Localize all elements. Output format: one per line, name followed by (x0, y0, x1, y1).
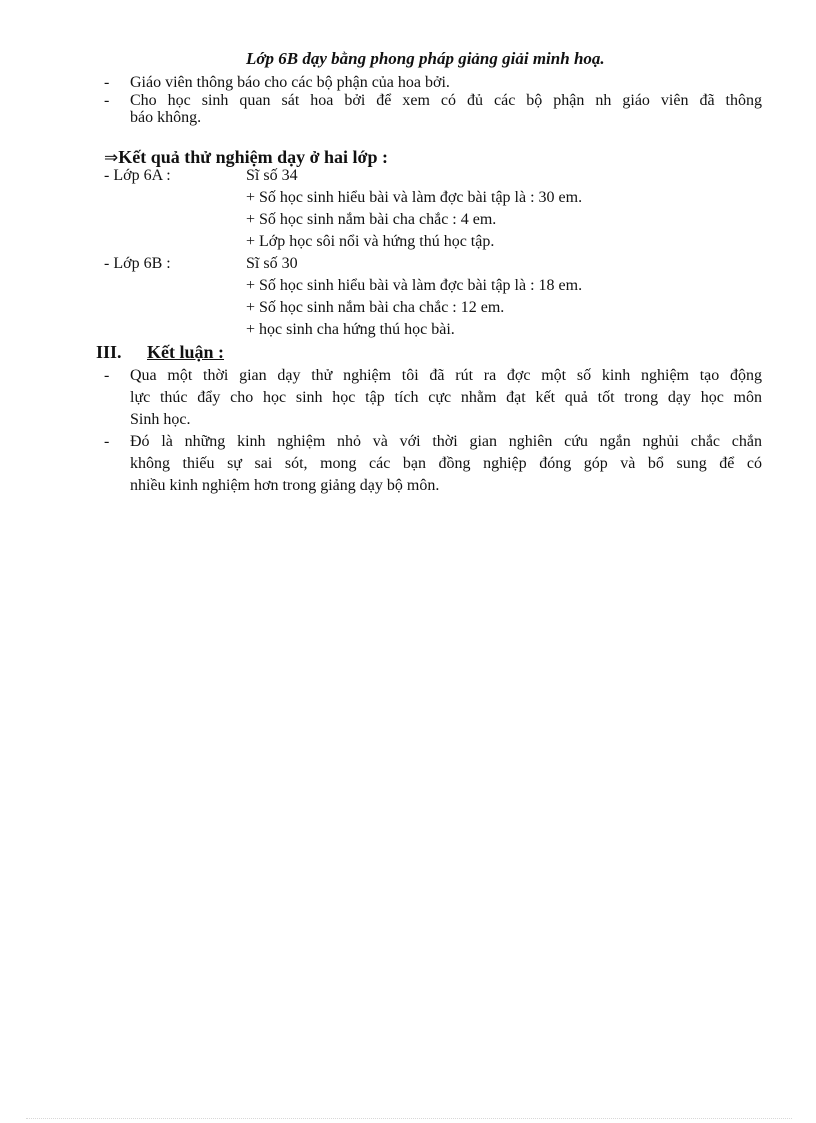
result-item: + Lớp học sôi nổi và hứng thú học tập. (246, 233, 495, 250)
results-heading-row (104, 148, 388, 168)
conclusion-line: nhiều kinh nghiệm hơn trong giảng dạy bộ môn. (130, 477, 440, 494)
method-title: Lớp 6B dạy bằng phong pháp giảng giải minh hoạ. (246, 49, 605, 68)
list-dash: - (104, 92, 110, 109)
method-item: Giáo viên thông báo cho các bộ phận của hoa bởi. (130, 74, 450, 91)
method-item: Cho học sinh quan sát hoa bởi để xem có đủ các bộ phận nh giáo viên đã thông (130, 92, 762, 109)
result-item: + Số học sinh nắm bài cha chắc : 4 em. (246, 211, 497, 228)
result-item: + Số học sinh nắm bài cha chắc : 12 em. (246, 299, 505, 316)
result-item: + Số học sinh hiểu bài và làm đợc bài tập là : 18 em. (246, 277, 583, 294)
conclusion-line: không thiếu sự sai sót, mong các bạn đồng nghiệp đóng góp và bổ sung để có (130, 455, 762, 472)
list-dash: - (104, 367, 110, 384)
result-item: + Số học sinh hiểu bài và làm đợc bài tập là : 30 em. (246, 189, 583, 206)
page-bottom-border (26, 1118, 792, 1119)
class-count: Sĩ số 34 (246, 167, 298, 184)
list-dash: - (104, 433, 110, 450)
class-label: - Lớp 6A : (104, 167, 171, 184)
arrow-right-icon: ⇒ (104, 148, 119, 168)
results-heading: Kết quả thử nghiệm dạy ở hai lớp : (118, 147, 389, 167)
conclusion-heading: Kết luận : (147, 342, 225, 362)
result-item: + học sinh cha hứng thú học bài. (246, 321, 455, 338)
conclusion-line: Đó là những kinh nghiệm nhỏ và với thời gian nghiên cứu ngắn nghủi chắc chắn (130, 433, 762, 450)
class-label: - Lớp 6B : (104, 255, 171, 272)
conclusion-line: Sinh học. (130, 411, 191, 428)
method-item-continuation: báo không. (130, 109, 202, 126)
list-dash: - (104, 74, 110, 91)
conclusion-line: lực thúc đẩy cho học sinh học tập tích cực nhằm đạt kết quả tốt trong dạy học môn (130, 389, 762, 406)
class-count: Sĩ số 30 (246, 255, 298, 272)
conclusion-line: Qua một thời gian dạy thử nghiệm tôi đã rút ra đợc một số kinh nghiệm tạo động (130, 367, 762, 384)
section-numeral: III. (96, 342, 122, 362)
